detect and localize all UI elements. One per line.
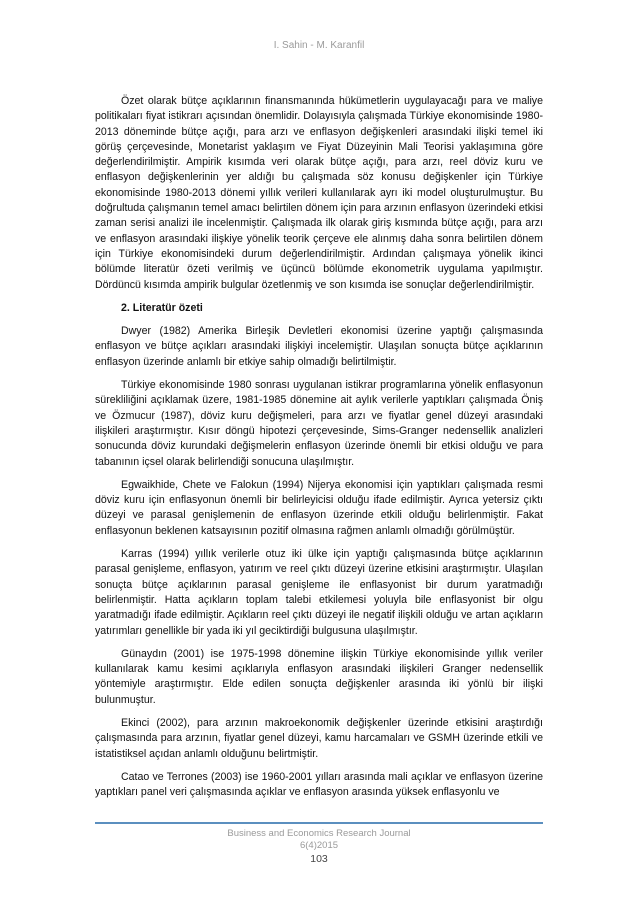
body-text: [95, 94, 543, 808]
journal-issue: 6(4)2015: [299, 840, 339, 851]
page-number: 103: [310, 853, 328, 865]
journal-name: Business and Economics Research Journal: [227, 828, 411, 839]
literature-paragraph: Dwyer (1982) Amerika Birleşik Devletleri ekonomisi üzerine yaptığı çalışmasında enflasyon ve bütçe açıkları arasındaki ilişkiyi incelemiştir. Ulaşılan sonuçta bütçe açıklarının enflasyon üzerinde anlamlı bir etkiye sahip olmadığı belirtilmiştir.: [95, 325, 543, 368]
footer-rule: [95, 822, 543, 824]
running-head: I. Sahin - M. Karanfil: [273, 40, 365, 51]
literature-paragraph: Karras (1994) yıllık verilerle otuz iki ülke için yaptığı çalışmasında bütçe açıklarının parasal genişleme, enflasyon, yatırım ve reel çıktı düzeyi üzerine etkisini araştırmıştır. Ulaşılan sonuçta bütçe açıklarının parasal genişleme ile enflasyonist bir durum yaratmadığı belirlenmiştir. Hatta açıkların toplam talebi etkilemesi yoluyla bile enflasyonist bir olgu yaratmadığı ifade edilmiştir. Açıkların reel çıktı düzeyi ile negatif ilişkili olduğu ve artan açıkların yatırımları genellikle bir yada iki yıl geciktirdiği bulgusuna ulaşılmıştır.: [95, 548, 543, 637]
literature-paragraph: Egwaikhide, Chete ve Falokun (1994) Nijerya ekonomisi için yaptıkları çalışmada resmi döviz kuru için enflasyonun önemli bir belirleyicisi olduğu ifade edilmiştir. Ayrıca yetersiz çıktı düzeyi ve parasal genişlemenin de enflasyon üzerinde etkili olduğu belirlenmiştir. Fakat enflasyonun beklenen katsayısının pozitif olmasına rağmen anlamlı olmadığı görülmüştür.: [95, 478, 543, 537]
literature-paragraph: Ekinci (2002), para arzının makroekonomik değişkenler üzerinde etkisini araştırdığı çalışmasında para arzının, fiyatlar genel düzeyi, kamu harcamaları ve GSMH üzerinde etkili ve istatistiksel açıdan anlamlı olduğunu belirtmiştir.: [95, 716, 543, 760]
page-footer: [0, 828, 638, 865]
literature-paragraph: Catao ve Terrones (2003) ise 1960-2001 yılları arasında mali açıklar ve enflasyon üzerine yaptıkları panel veri çalışmasında açıklar ve enflasyon arasında yüksek enflasyonlu ve: [95, 770, 543, 799]
literature-paragraph: Türkiye ekonomisinde 1980 sonrası uygulanan istikrar programlarına yönelik enflasyonun sürekliliğini açıklamak üzere, 1981-1985 dönemine ait aylık verilerle yaptıkları çalışmada Öniş ve Özmucur (1987), döviz kuru değişmeleri, para arzı ve fiyatlar genel düzeyi arasındaki ilişkileri araştırmıştır. Kısır döngü hipotezi çerçevesinde, Sims-Granger nedensellik analizleri sonucunda döviz kurundaki değişmelerin enflasyon üzerinde önemli bir etkisi olduğu ve para tabanının içsel olarak belirlendiği sonucuna ulaşılmıştır.: [95, 379, 543, 468]
literature-paragraph: Günaydın (2001) ise 1975-1998 dönemine ilişkin Türkiye ekonomisinde yıllık veriler kullanılarak kamu kesimi açıklarıyla enflasyon arasındaki ilişkileri Granger nedensellik yöntemiyle araştırmıştır. Elde edilen sonuçta değişkenler arasında iki yönlü bir ilişki bulunmuştur.: [95, 647, 543, 706]
section-heading: 2. Literatür özeti: [121, 301, 203, 314]
intro-paragraph: Özet olarak bütçe açıklarının finansmanında hükümetlerin uygulayacağı para ve maliye politikaları fiyat istikrarı açısından önemlidir. Dolayısıyla çalışmada Türkiye ekonomisinde 1980-2013 döneminde bütçe açığı, para arzı ve enflasyon değişkenleri arasındaki ilişki temel iki görüş çerçevesinde, Monetarist yaklaşım ve Fiyat Düzeyinin Mali Teorisi yaklaşımına göre değerlendirilmiştir. Ampirik kısımda veri olarak bütçe açığı, para arzı, reel döviz kuru ve enflasyon değişkenlerinin yer aldığı bu çalışmada söz konusu değişkenler için Türkiye ekonomisinde 1980-2013 dönemi yıllık verileri kullanılarak ayrı iki model oluşturulmuştur. Bu doğrultuda çalışmanın temel amacı belirtilen dönem için para arzının enflasyon üzerindeki etkisi zaman serisi analizi ile incelenmiştir. Çalışmada ilk olarak giriş kısmında bütçe açığı, para arzı ve enflasyon arasındaki ilişkiye yönelik teorik çerçeve ele alınmış daha sonra belirtilen dönem için Türkiye ekonomisindeki durum değerlendirilmiştir. Ardından çalışmaya yönelik ikinci bölümde literatür özeti verilmiş ve üçüncü bölümde ekonometrik uygulama yapılmıştır. Dördüncü kısımda ampirik bulgular özetlenmiş ve son kısımda ise sonuçlar değerlendirilmiştir.: [95, 95, 543, 291]
